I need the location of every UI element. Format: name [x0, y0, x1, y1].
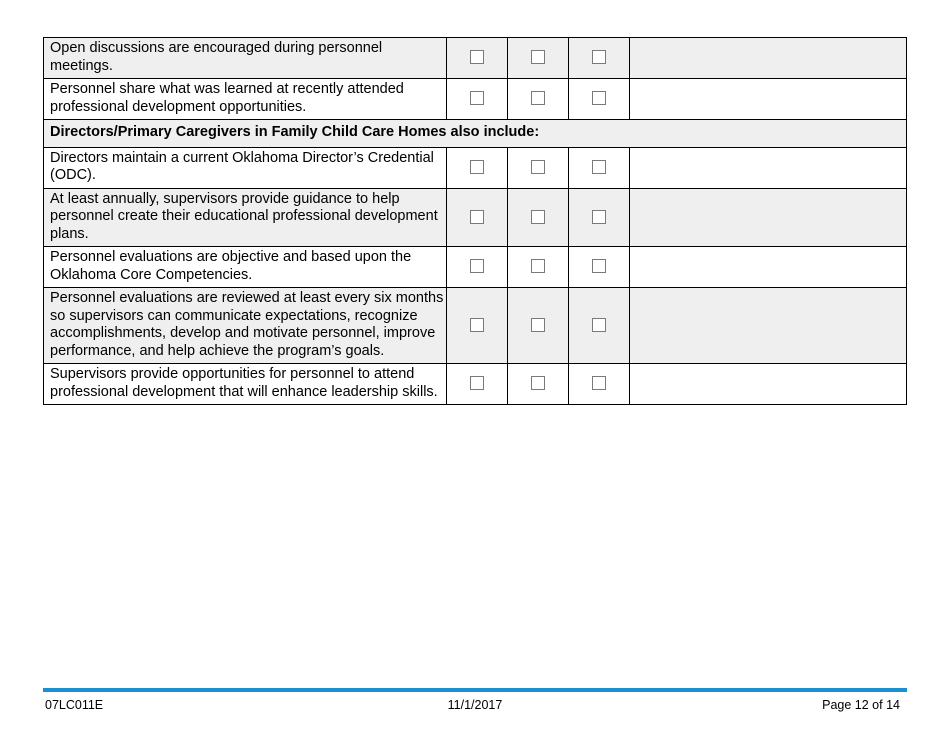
checkbox-col2[interactable]: [531, 318, 545, 332]
table-row: [44, 147, 907, 188]
checkbox-col3[interactable]: [592, 376, 606, 390]
checkbox-col3[interactable]: [592, 50, 606, 64]
checkbox-col1[interactable]: [470, 50, 484, 64]
notes-cell[interactable]: [630, 364, 907, 405]
table-row: [44, 288, 907, 364]
table-row: [44, 79, 907, 120]
checkbox-col1[interactable]: [470, 210, 484, 224]
notes-cell[interactable]: [630, 247, 907, 288]
notes-cell[interactable]: [630, 288, 907, 364]
criterion-text: Personnel evaluations are reviewed at least every six months so supervisors can communicate expectations, recognize accomplishments, develop and motivate personnel, improve performance, and help achieve the program’s goals.: [44, 288, 447, 364]
checkbox-col3[interactable]: [592, 318, 606, 332]
checkbox-col1[interactable]: [470, 91, 484, 105]
checkbox-col2[interactable]: [531, 91, 545, 105]
checkbox-col1[interactable]: [470, 376, 484, 390]
notes-cell[interactable]: [630, 79, 907, 120]
table-row: [44, 188, 907, 247]
checkbox-col1[interactable]: [470, 160, 484, 174]
table-row: [44, 247, 907, 288]
checkbox-col3[interactable]: [592, 160, 606, 174]
criterion-text: Personnel share what was learned at recently attended professional development opportunities.: [44, 79, 447, 120]
table-row: [44, 364, 907, 405]
checkbox-col2[interactable]: [531, 259, 545, 273]
footer-rule: [43, 688, 907, 692]
checkbox-col2[interactable]: [531, 210, 545, 224]
criterion-text: Supervisors provide opportunities for personnel to attend professional development that will enhance leadership skills.: [44, 364, 447, 405]
criterion-text: Personnel evaluations are objective and based upon the Oklahoma Core Competencies.: [44, 247, 447, 288]
notes-cell[interactable]: [630, 38, 907, 79]
section-heading: Directors/Primary Caregivers in Family Child Care Homes also include:: [44, 120, 907, 148]
form-id: 07LC011E: [45, 698, 104, 712]
revision-date: 11/1/2017: [447, 698, 503, 712]
notes-cell[interactable]: [630, 188, 907, 247]
page-number: Page 12 of 14: [822, 698, 900, 712]
table-row: [44, 38, 907, 79]
checkbox-col2[interactable]: [531, 160, 545, 174]
notes-cell[interactable]: [630, 147, 907, 188]
criterion-text: Directors maintain a current Oklahoma Director’s Credential (ODC).: [44, 147, 447, 188]
checkbox-col2[interactable]: [531, 50, 545, 64]
checklist-body: [44, 38, 907, 405]
checklist-table: [43, 37, 907, 405]
checkbox-col3[interactable]: [592, 210, 606, 224]
criterion-text: At least annually, supervisors provide guidance to help personnel create their educational professional development plans.: [44, 188, 447, 247]
criterion-text: Open discussions are encouraged during personnel meetings.: [44, 38, 447, 79]
section-header-row: [44, 120, 907, 148]
checkbox-col3[interactable]: [592, 259, 606, 273]
checkbox-col1[interactable]: [470, 259, 484, 273]
checkbox-col3[interactable]: [592, 91, 606, 105]
checkbox-col1[interactable]: [470, 318, 484, 332]
checkbox-col2[interactable]: [531, 376, 545, 390]
